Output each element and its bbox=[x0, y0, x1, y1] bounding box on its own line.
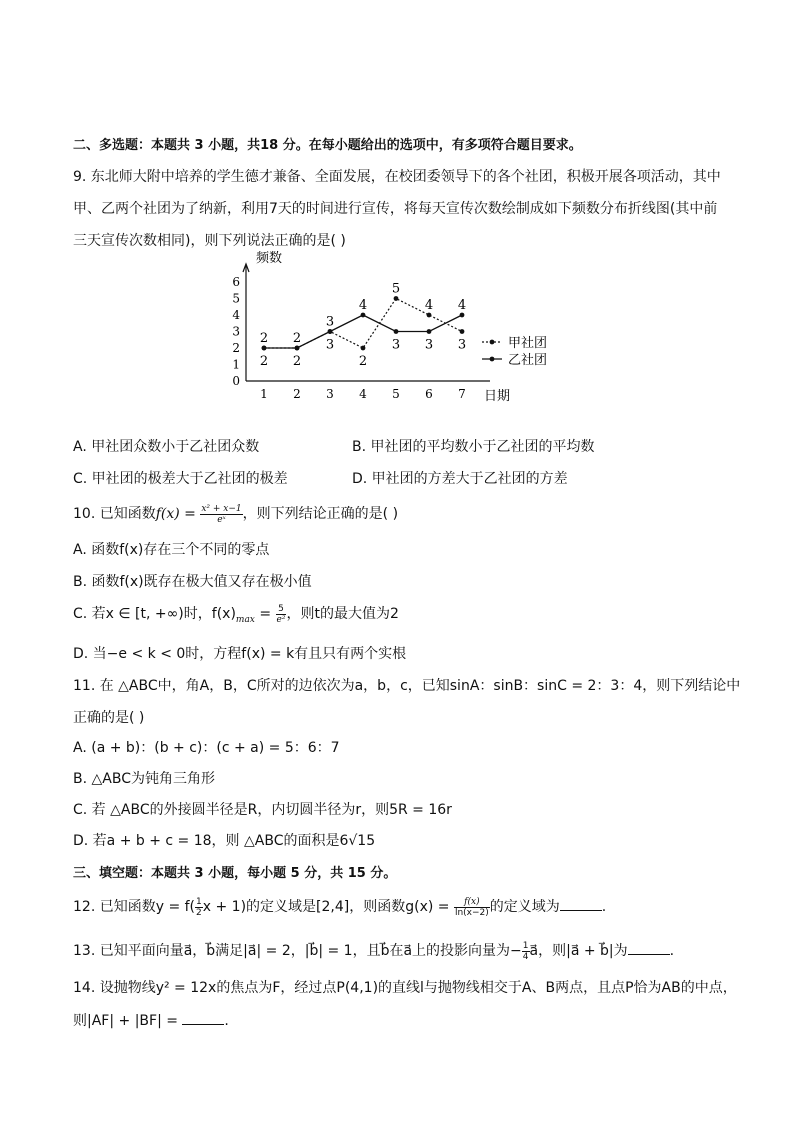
q13-num: 1 bbox=[522, 940, 529, 951]
x-tick-label: 4 bbox=[359, 387, 367, 401]
q12-g-num: f(x) bbox=[454, 897, 490, 908]
series-yi-point bbox=[262, 346, 267, 351]
q9-option-a[interactable]: A. 甲社团众数小于乙社团众数 bbox=[73, 439, 260, 455]
y-tick-label: 0 bbox=[232, 374, 240, 388]
data-label-jia: 4 bbox=[424, 298, 434, 313]
data-label-jia: 2 bbox=[358, 354, 368, 369]
x-axis-label: 日期 bbox=[484, 389, 511, 404]
frequency-line-chart bbox=[220, 248, 580, 408]
q10-stem-prefix: 10. 已知函数 bbox=[73, 506, 156, 522]
q10-c-sub: max bbox=[235, 614, 255, 625]
q11-option-d[interactable]: D. 若a + b + c = 18，则 △ABC的面积是6√15 bbox=[73, 833, 376, 849]
q9-stem-line3: 三天宣传次数相同)，则下列说法正确的是( ) bbox=[73, 233, 346, 249]
q9-option-d[interactable]: D. 甲社团的方差大于乙社团的方差 bbox=[352, 471, 568, 487]
q12-g-fraction bbox=[454, 897, 490, 918]
q9-option-b[interactable]: B. 甲社团的平均数小于乙社团的平均数 bbox=[352, 439, 595, 455]
y-tick-label: 5 bbox=[232, 291, 240, 306]
y-axis-label: 频数 bbox=[256, 251, 283, 266]
q13-part-b: a⃗，则|a⃗ + b⃗|为 bbox=[529, 943, 628, 959]
data-label-yi: 4 bbox=[358, 298, 368, 313]
q14-part-a: 则|AF| + |BF| = bbox=[73, 1013, 178, 1029]
y-tick-label: 2 bbox=[232, 341, 240, 355]
section-header-fill-in: 三、填空题：本题共 3 小题，每小题 5 分，共 15 分。 bbox=[73, 866, 397, 881]
x-tick-label: 5 bbox=[392, 387, 400, 401]
q12-g-den: ln(x−2) bbox=[454, 907, 489, 918]
q10-option-c[interactable] bbox=[73, 603, 399, 625]
series-yi-point bbox=[460, 313, 465, 318]
data-label-yi: 3 bbox=[391, 337, 401, 353]
q11-stem-line1: 11. 在 △ABC中，角A，B，C所对的边依次为a，b，c，已知sinA：sinB：sinC = 2：3：4，则下列结论中 bbox=[73, 678, 741, 694]
q11-option-b[interactable]: B. △ABC为钝角三角形 bbox=[73, 771, 215, 787]
q11-option-c[interactable]: C. 若 △ABC的外接圆半径是R，内切圆半径为r，则5R = 16r bbox=[73, 802, 452, 818]
data-label-jia: 2 bbox=[259, 331, 269, 346]
data-label-yi: 2 bbox=[259, 354, 269, 369]
y-tick-label: 1 bbox=[232, 357, 240, 372]
q10-function-fraction bbox=[200, 504, 242, 525]
series-yi-point bbox=[295, 346, 300, 351]
series-yi-point bbox=[394, 329, 399, 334]
q14-answer-blank[interactable] bbox=[182, 1012, 224, 1025]
series-jia-point bbox=[394, 296, 399, 301]
q9-stem-line2: 甲、乙两个社团为了纳新，利用7天的时间进行宣传，将每天宣传次数绘制成如下频数分布折线图(其中前 bbox=[73, 201, 718, 217]
q14-stem-line2 bbox=[73, 1010, 229, 1030]
q12-half-fraction bbox=[195, 897, 203, 918]
q10-frac-numerator: x² + x−1 bbox=[201, 503, 242, 514]
data-label-jia: 3 bbox=[325, 314, 335, 330]
q11-stem-line2: 正确的是( ) bbox=[73, 710, 145, 726]
series-jia-point bbox=[460, 329, 465, 334]
section-header-multi-choice: 二、多选题：本题共 3 小题，共18 分。在每小题给出的选项中，有多项符合题目要求。 bbox=[73, 138, 582, 153]
q13-fraction bbox=[522, 941, 530, 962]
y-tick-label: 3 bbox=[232, 324, 240, 339]
y-tick-label: 6 bbox=[232, 275, 240, 289]
series-yi-point bbox=[427, 329, 432, 334]
data-label-yi: 4 bbox=[457, 298, 467, 313]
series-jia-point bbox=[361, 346, 366, 351]
q12-period: . bbox=[601, 899, 607, 915]
x-tick-label: 1 bbox=[260, 387, 268, 401]
q10-frac-denominator: eˣ bbox=[217, 514, 226, 525]
series-yi-point bbox=[328, 329, 333, 334]
q10-c-part2: ，则t的最大值为2 bbox=[286, 606, 399, 622]
q10-option-b[interactable]: B. 函数f(x)既存在极大值又存在极小值 bbox=[73, 574, 312, 590]
q13-den: 4 bbox=[522, 951, 529, 962]
y-tick-label: 4 bbox=[232, 308, 240, 322]
q10-c-fraction bbox=[276, 604, 287, 625]
legend-jia-marker bbox=[490, 340, 495, 345]
x-tick-label: 7 bbox=[458, 387, 466, 401]
q12-answer-blank[interactable] bbox=[560, 898, 602, 911]
data-label-yi: 3 bbox=[424, 337, 434, 353]
q10-option-a[interactable]: A. 函数f(x)存在三个不同的零点 bbox=[73, 542, 270, 558]
q9-stem-line1: 9. 东北师大附中培养的学生德才兼备、全面发展，在校团委领导下的各个社团，积极开展各项活动，其中 bbox=[73, 169, 721, 185]
q9-option-c[interactable]: C. 甲社团的极差大于乙社团的极差 bbox=[73, 471, 288, 487]
data-label-jia: 2 bbox=[292, 331, 302, 346]
data-label-jia: 5 bbox=[391, 281, 401, 297]
q10-c-eq: = bbox=[254, 606, 276, 622]
q14-stem-line1: 14. 设抛物线y² = 12x的焦点为F，经过点P(4,1)的直线l与抛物线相交于A、B两点，且点P恰为AB的中点， bbox=[73, 980, 737, 996]
data-label-yi: 3 bbox=[325, 337, 335, 353]
q10-function-lhs: f(x) = bbox=[155, 506, 196, 522]
q13-answer-blank[interactable] bbox=[628, 942, 670, 955]
legend-yi-label: 乙社团 bbox=[508, 353, 548, 368]
q12-half-num: 1 bbox=[196, 896, 202, 907]
series-yi-point bbox=[361, 313, 366, 318]
q10-option-d[interactable]: D. 当−e < k < 0时，方程f(x) = k有且只有两个实根 bbox=[73, 646, 407, 662]
q13-stem bbox=[73, 940, 674, 962]
x-tick-label: 2 bbox=[293, 387, 301, 401]
q12-part-b: x + 1)的定义域是[2,4]，则函数g(x) = bbox=[202, 899, 450, 915]
q12-part-a: 12. 已知函数y = f( bbox=[73, 899, 196, 915]
q14-period: . bbox=[224, 1013, 229, 1029]
q11-option-a[interactable]: A. (a + b)：(b + c)：(c + a) = 5：6：7 bbox=[73, 740, 340, 756]
x-tick-label: 3 bbox=[326, 387, 334, 401]
data-label-yi: 2 bbox=[292, 354, 302, 369]
q12-half-den: 2 bbox=[196, 907, 202, 918]
q12-stem bbox=[73, 896, 606, 918]
q12-part-c: 的定义域为 bbox=[489, 899, 560, 915]
q10-c-num: 5 bbox=[276, 604, 287, 615]
series-jia-point bbox=[427, 313, 432, 318]
x-tick-label: 6 bbox=[425, 387, 433, 401]
data-label-jia: 3 bbox=[457, 337, 467, 353]
legend-yi-marker bbox=[490, 357, 495, 362]
legend-jia-label: 甲社团 bbox=[508, 336, 548, 351]
q10-c-den: e² bbox=[276, 614, 286, 625]
q10-stem-suffix: ，则下列结论正确的是( ) bbox=[242, 506, 399, 522]
q10-stem bbox=[73, 503, 398, 525]
q13-period: . bbox=[669, 943, 675, 959]
q10-c-part1: C. 若x ∈ [t, +∞)时，f(x) bbox=[73, 606, 236, 622]
q13-part-a: 13. 已知平面向量a⃗，b⃗满足|a⃗| = 2，|b⃗| = 1，且b⃗在a⃗上的投影向量为− bbox=[73, 943, 522, 959]
